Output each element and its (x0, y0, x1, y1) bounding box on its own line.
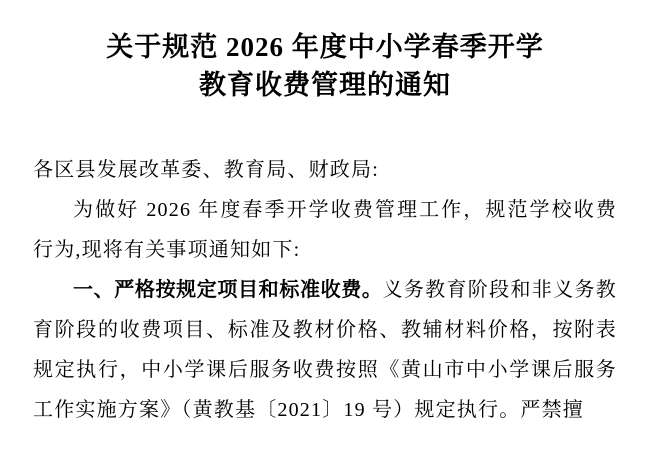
section-1-heading: 一、严格按规定项目和标准收费。 (73, 279, 383, 301)
paragraph-intro-text: 为做好 2026 年度春季开学收费管理工作，规范学校收费行为,现将有关事项通知如下: (33, 199, 617, 261)
document-title-line-2: 教育收费管理的通知 (199, 70, 451, 100)
paragraph-intro (33, 190, 617, 270)
document-body (33, 150, 617, 430)
document-title-line-1: 关于规范 2026 年度中小学春季开学 (106, 32, 544, 62)
salutation: 各区县发展改革委、教育局、财政局: (33, 159, 379, 181)
section-1-body-text: 义务教育阶段和非义务教育阶段的收费项目、标准及教材价格、教辅材料价格，按附表规定执行，中小学课后服务收费按照《黄山市中小学课后服务工作实施方案》（黄教基〔2021〕19 号）规定执行。严禁擅 (33, 279, 618, 421)
paragraph-section-1 (33, 270, 617, 430)
document-title (33, 28, 617, 104)
